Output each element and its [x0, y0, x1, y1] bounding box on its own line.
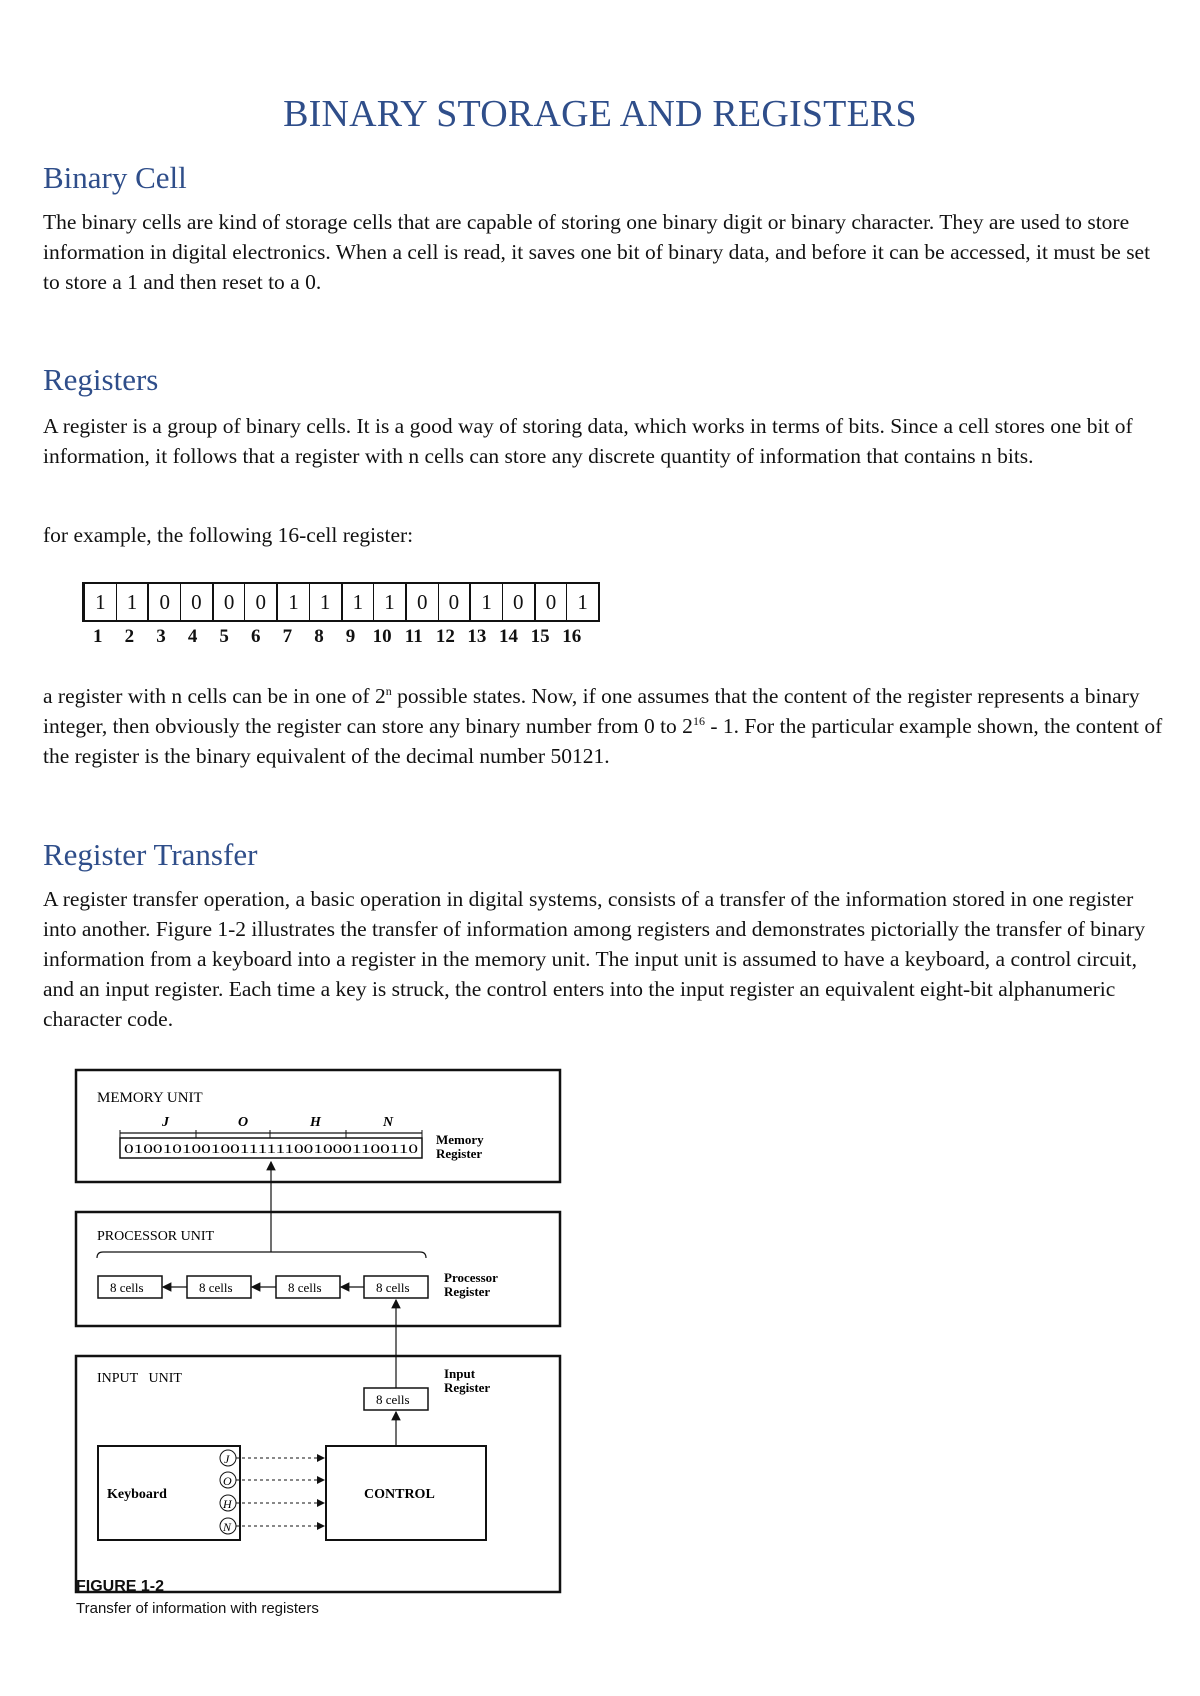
key-circles	[220, 1450, 236, 1534]
paragraph-binary-cell: The binary cells are kind of storage cells that are capable of storing one binary digit or binary character. They are used to store information in digital electronics. When a cell is read, it saves one bit of binary data, and before it can be accessed, it must be set to store a 1 and then reset to a 0.	[43, 210, 1151, 294]
register-cell: 1	[342, 584, 375, 620]
memory-unit-label: MEMORY UNIT	[97, 1090, 203, 1106]
superscript: n	[385, 683, 392, 698]
register-cell-index: 8	[314, 626, 324, 647]
register-cell: 1	[577, 589, 588, 614]
register-16-cells	[82, 582, 600, 622]
input-register-label-2: Register	[444, 1380, 491, 1395]
register-cell: 0	[406, 584, 439, 620]
register-cell: 1	[470, 584, 503, 620]
key-o: O	[223, 1474, 232, 1488]
processor-cell-4-label: 8 cells	[376, 1280, 410, 1295]
register-cell-index: 5	[219, 626, 229, 647]
input-register-label-1: Input	[444, 1366, 476, 1381]
processor-unit-label: PROCESSOR UNIT	[97, 1229, 215, 1244]
processor-cell-2-label: 8 cells	[199, 1280, 233, 1295]
heading-binary-cell: Binary Cell	[43, 160, 187, 195]
register-cell-index: 16	[562, 626, 582, 647]
register-cell-index: 7	[282, 626, 293, 647]
figure-caption-title: FIGURE 1-2	[76, 1578, 165, 1595]
register-cell-index: 3	[156, 626, 166, 647]
processor-cell-1-label: 8 cells	[110, 1280, 144, 1295]
processor-register-label-1: Processor	[444, 1270, 498, 1285]
register-cell-index: 10	[372, 626, 392, 647]
memory-register-label-2: Register	[436, 1146, 483, 1161]
register-cell-index: 4	[187, 626, 198, 647]
key-n: N	[223, 1520, 232, 1534]
control-label: CONTROL	[364, 1487, 435, 1502]
paragraph-text-part: - 1. For the particular example shown, the content of the register is the binary equivalent of the decimal number 50121.	[43, 714, 1163, 768]
heading-registers: Registers	[43, 362, 159, 397]
figure-register-transfer	[70, 1060, 590, 1620]
keyboard-label: Keyboard	[107, 1487, 167, 1502]
register-cell-index: 1	[93, 626, 103, 647]
key-h: H	[223, 1497, 232, 1511]
register-cell-index: 2	[124, 626, 135, 647]
key-j: J	[224, 1452, 230, 1466]
paragraph-text-part: possible states. Now, if one assumes that the content of the register represents a binary integer, then obviously the register can store any binary number from 0 to 2	[43, 684, 1140, 738]
paragraph-register-transfer: A register transfer operation, a basic operation in digital systems, consists of a transfer of the information stored in one register into another. Figure 1-2 illustrates the transfer of information among registers and demonstrates pictorially the transfer of binary information from a keyboard into a register in the memory unit. The input unit is assumed to have a keyboard, a control circuit, and an input register. Each time a key is struck, the control enters into the input register an equivalent eight-bit alphanumeric character code.	[43, 887, 1146, 1031]
register-cell: 1	[277, 584, 310, 620]
register-cell: 0	[439, 584, 471, 620]
memory-register-bits: 0100101001001111110010001100110	[124, 1141, 418, 1156]
memory-letter-h: H	[310, 1115, 321, 1130]
register-cell: 0	[535, 584, 568, 620]
memory-letter-o: O	[238, 1115, 249, 1130]
register-cell-index: 12	[435, 626, 455, 647]
register-cell: 1	[117, 584, 149, 620]
heading-register-transfer: Register Transfer	[43, 837, 258, 872]
memory-letter-j: J	[162, 1115, 169, 1130]
register-cell: 1	[84, 584, 117, 620]
register-cell-index: 9	[345, 626, 356, 647]
register-cell-index: 6	[251, 626, 261, 647]
processor-register-label-2: Register	[444, 1284, 491, 1299]
register-cell: 0	[213, 584, 246, 620]
register-cell: 0	[503, 584, 535, 620]
register-cell: 1	[374, 584, 406, 620]
paragraph-registers-3	[43, 681, 1163, 771]
register-cell-index: 15	[530, 626, 550, 647]
register-cell: 1	[310, 584, 342, 620]
page-title: BINARY STORAGE AND REGISTERS	[283, 93, 917, 135]
register-cell: 0	[245, 584, 277, 620]
memory-letter-n: N	[383, 1115, 394, 1130]
paragraph-text-part: a register with n cells can be in one of 2	[43, 684, 386, 708]
paragraph-registers-1: A register is a group of binary cells. It is a good way of storing data, which works in terms of bits. Since a cell stores one bit of information, it follows that a register with n cells can store any discrete quantity of information that contains n bits.	[43, 414, 1133, 468]
register-cell-index: 13	[467, 626, 487, 647]
register-cell: 0	[148, 584, 181, 620]
register-cell-index: 11	[404, 626, 423, 647]
register-cell-index: 14	[499, 626, 519, 647]
input-unit-label: INPUT UNIT	[97, 1371, 182, 1386]
input-register-cells-label: 8 cells	[376, 1392, 410, 1407]
figure-caption-text: Transfer of information with registers	[76, 1600, 319, 1617]
register-cell-indices	[82, 626, 588, 648]
register-cell: 0	[181, 584, 213, 620]
paragraph-registers-2: for example, the following 16-cell register:	[43, 523, 414, 547]
superscript: 16	[692, 713, 705, 728]
memory-register-label-1: Memory	[436, 1132, 484, 1147]
processor-cell-3-label: 8 cells	[288, 1280, 322, 1295]
